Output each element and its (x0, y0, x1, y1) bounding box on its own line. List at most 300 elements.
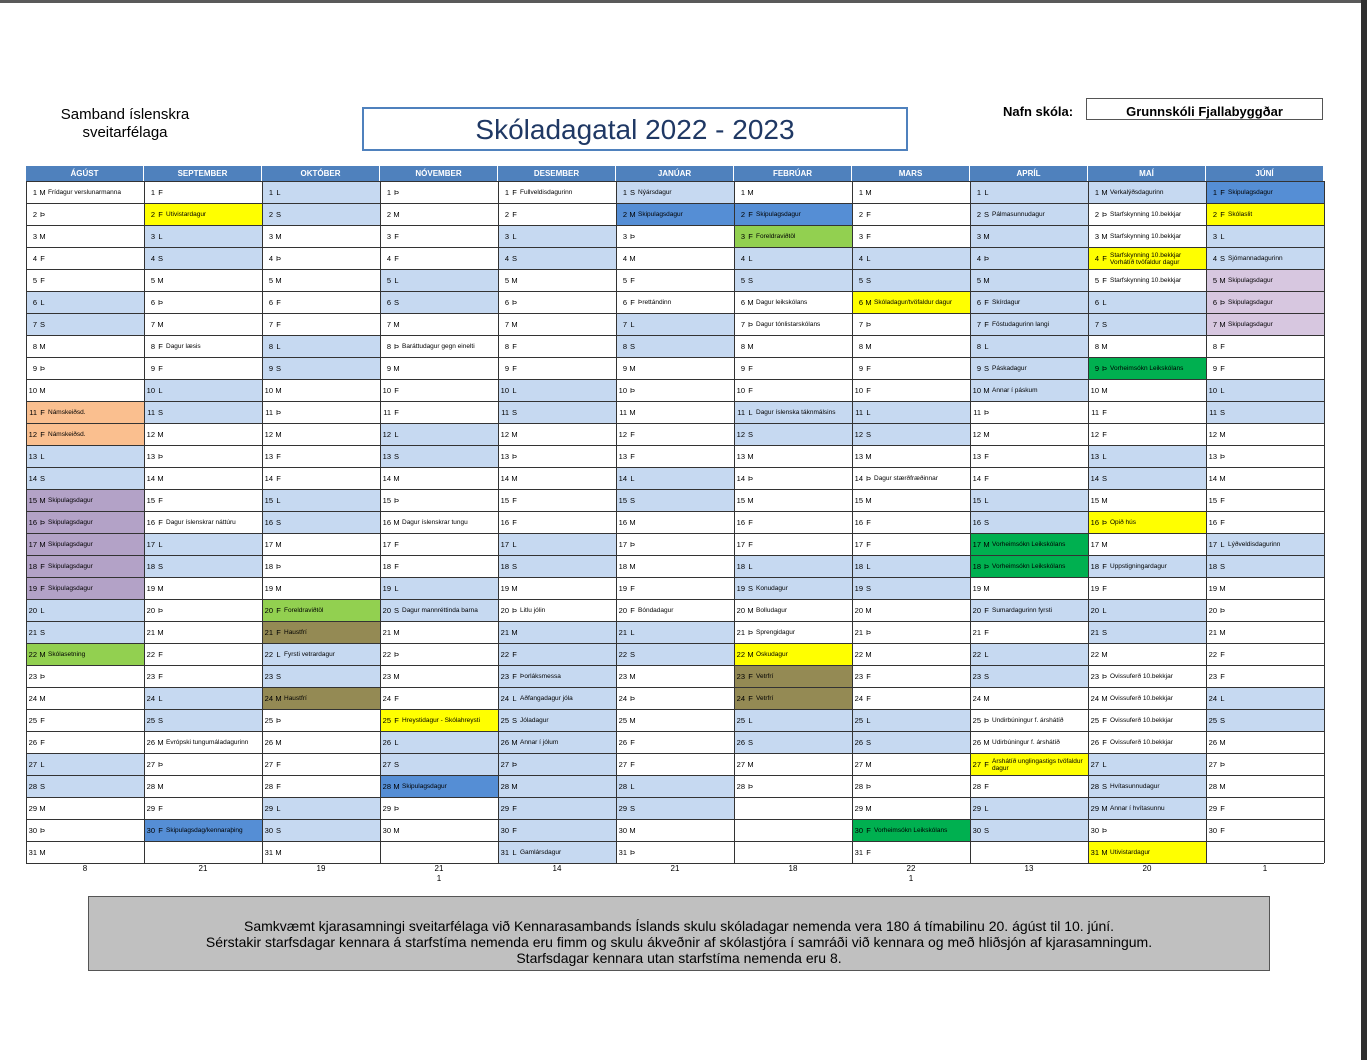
weekday-letter: S (157, 408, 163, 417)
weekday-letter: Þ (983, 562, 989, 571)
day-number: 20 (500, 606, 509, 615)
weekday-letter: F (866, 826, 871, 835)
day-number: 28 (146, 782, 155, 791)
day-cell (617, 775, 734, 797)
day-number: 6 (386, 298, 391, 307)
day-event: Skipulagsdagur (48, 585, 93, 592)
day-cell (735, 489, 852, 511)
day-cell (263, 401, 380, 423)
day-number: 4 (1094, 254, 1099, 263)
day-number: 11 (737, 408, 745, 417)
weekday-letter: L (748, 716, 753, 725)
day-cell (617, 577, 734, 599)
weekday-letter: Þ (1101, 210, 1107, 219)
day-number: 7 (1212, 320, 1217, 329)
day-number: 29 (382, 804, 391, 813)
day-cell (499, 181, 616, 203)
day-cell (145, 423, 262, 445)
weekday-letter: S (393, 606, 399, 615)
day-number: 27 (972, 760, 981, 769)
day-number: 13 (382, 452, 391, 461)
day-number: 6 (740, 298, 745, 307)
day-number: 21 (618, 628, 627, 637)
day-event: Skipulagsdagur (48, 497, 93, 504)
weekday-letter: S (1101, 628, 1107, 637)
day-cell (499, 665, 616, 687)
day-event: Dagur stærðfræðinnar (874, 475, 938, 482)
day-number: 30 (1208, 826, 1217, 835)
day-event: Lýðveldisdagurinn (1228, 541, 1281, 548)
weekday-letter: S (275, 210, 281, 219)
day-number: 22 (28, 650, 37, 659)
day-number: 18 (618, 562, 627, 571)
day-cell (735, 665, 852, 687)
day-cell (735, 819, 852, 841)
weekday-letter: F (1220, 650, 1225, 659)
day-cell (381, 621, 498, 643)
day-cell (617, 313, 734, 335)
day-number: 26 (28, 738, 37, 747)
day-number: 20 (1090, 606, 1099, 615)
day-cell (381, 687, 498, 709)
weekday-letter: F (40, 562, 45, 571)
day-number: 23 (972, 672, 981, 681)
day-cell (971, 489, 1088, 511)
day-event: Hvítasunnudagur (1110, 783, 1160, 790)
day-cell (1089, 643, 1206, 665)
day-number: 7 (740, 320, 745, 329)
day-cell (27, 819, 144, 841)
day-number: 16 (28, 518, 37, 527)
day-number: 9 (386, 364, 391, 373)
weekday-letter: F (40, 254, 45, 263)
day-cell (263, 269, 380, 291)
weekday-letter: M (393, 320, 400, 329)
day-number: 17 (618, 540, 627, 549)
day-cell (735, 621, 852, 643)
weekday-letter: L (276, 342, 281, 351)
weekday-letter: F (866, 518, 871, 527)
day-number: 6 (858, 298, 863, 307)
day-number: 17 (972, 540, 981, 549)
weekday-letter: Þ (983, 716, 989, 725)
month-sub-total (616, 874, 734, 886)
day-cell (971, 357, 1088, 379)
day-cell (1207, 445, 1324, 467)
weekday-letter: M (1101, 650, 1108, 659)
day-number: 11 (619, 408, 627, 417)
weekday-letter: Þ (511, 606, 517, 615)
day-number: 27 (264, 760, 273, 769)
day-number: 3 (858, 232, 863, 241)
day-number: 15 (264, 496, 273, 505)
day-event: Skólasetning (48, 651, 86, 658)
weekday-letter: Þ (1219, 606, 1225, 615)
day-cell (145, 379, 262, 401)
day-number: 30 (618, 826, 627, 835)
day-number: 1 (622, 188, 627, 197)
weekday-letter: M (157, 738, 164, 747)
day-cell (263, 511, 380, 533)
day-cell (1089, 577, 1206, 599)
day-cell (853, 643, 970, 665)
weekday-letter: M (629, 716, 636, 725)
weekday-letter: M (865, 342, 872, 351)
day-number: 17 (500, 540, 509, 549)
day-cell (735, 401, 852, 423)
day-number: 3 (504, 232, 509, 241)
day-number: 14 (1090, 474, 1099, 483)
day-cell (971, 445, 1088, 467)
day-number: 6 (622, 298, 627, 307)
day-number: 30 (146, 826, 155, 835)
month-header: JANÚAR (616, 166, 734, 181)
day-number: 18 (972, 562, 981, 571)
weekday-letter: M (747, 452, 754, 461)
weekday-letter: F (630, 430, 635, 439)
day-cell (971, 313, 1088, 335)
month-column (263, 181, 381, 863)
day-number: 25 (618, 716, 627, 725)
day-event: Fyrsti vetrardagur (284, 651, 335, 658)
day-cell (27, 489, 144, 511)
weekday-letter: F (394, 254, 399, 263)
weekday-letter: F (1220, 518, 1225, 527)
day-event: Páskadagur (992, 365, 1027, 372)
day-cell (263, 357, 380, 379)
day-event: Dagur læsis (166, 343, 201, 350)
day-number: 16 (618, 518, 627, 527)
day-cell (27, 313, 144, 335)
weekday-letter: L (158, 694, 163, 703)
day-cell (381, 775, 498, 797)
day-cell (971, 555, 1088, 577)
weekday-letter: L (276, 804, 281, 813)
day-number: 3 (622, 232, 627, 241)
weekday-letter: S (39, 320, 45, 329)
month-total: 21 (434, 864, 444, 873)
month-total: 19 (316, 864, 326, 873)
weekday-letter: S (1219, 408, 1225, 417)
day-number: 16 (854, 518, 863, 527)
day-number: 22 (146, 650, 155, 659)
weekday-letter: L (40, 298, 45, 307)
weekday-letter: F (276, 628, 281, 637)
day-number: 23 (736, 672, 745, 681)
day-number: 3 (1094, 232, 1099, 241)
day-number: 14 (500, 474, 509, 483)
weekday-letter: M (747, 298, 754, 307)
day-event: Skipulagsdagur (1228, 299, 1273, 306)
day-number: 12 (972, 430, 981, 439)
day-cell (263, 467, 380, 489)
weekday-letter: L (984, 188, 989, 197)
weekday-letter: S (983, 826, 989, 835)
day-number: 11 (383, 408, 391, 417)
weekday-letter: Þ (393, 496, 399, 505)
day-number: 19 (146, 584, 155, 593)
day-number: 1 (268, 188, 273, 197)
day-cell (263, 819, 380, 841)
weekday-letter: L (630, 628, 635, 637)
weekday-letter: Þ (983, 254, 989, 263)
weekday-letter: F (1102, 584, 1107, 593)
day-cell (145, 313, 262, 335)
day-number: 3 (268, 232, 273, 241)
weekday-letter: M (747, 650, 754, 659)
day-number: 7 (504, 320, 509, 329)
day-cell (381, 203, 498, 225)
day-event: Annar í jólum (520, 739, 559, 746)
day-cell (1207, 731, 1324, 753)
day-number: 12 (618, 430, 627, 439)
weekday-letter: M (1101, 804, 1108, 813)
day-number: 18 (264, 562, 273, 571)
day-number: 25 (28, 716, 37, 725)
day-event: Óvissuferð 10.bekkjar (1110, 695, 1173, 702)
weekday-letter: F (866, 694, 871, 703)
day-event: Litlu jólin (520, 607, 546, 614)
month-header: SEPTEMBER (144, 166, 262, 181)
day-cell (381, 313, 498, 335)
day-number: 14 (146, 474, 155, 483)
day-cell (381, 577, 498, 599)
day-cell (853, 489, 970, 511)
weekday-letter: L (630, 474, 635, 483)
day-cell (145, 577, 262, 599)
day-number: 14 (618, 474, 627, 483)
day-number: 17 (854, 540, 863, 549)
day-cell (27, 335, 144, 357)
school-name-field[interactable]: Grunnskóli Fjallabyggðar (1086, 98, 1323, 120)
day-cell (27, 357, 144, 379)
day-cell (971, 379, 1088, 401)
weekday-letter: Þ (629, 540, 635, 549)
day-event: Dagur leikskólans (756, 299, 808, 306)
day-cell (853, 731, 970, 753)
day-cell (617, 533, 734, 555)
day-number: 13 (146, 452, 155, 461)
day-cell (853, 533, 970, 555)
day-event: Annar í hvítasunnu (1110, 805, 1165, 812)
day-number: 15 (618, 496, 627, 505)
day-number: 27 (618, 760, 627, 769)
day-cell (617, 731, 734, 753)
weekday-letter: M (629, 408, 636, 417)
day-event: Dagur mannréttinda barna (402, 607, 478, 614)
day-number: 13 (972, 452, 981, 461)
day-number: 21 (1090, 628, 1099, 637)
weekday-letter: S (865, 430, 871, 439)
weekday-letter: M (393, 210, 400, 219)
weekday-letter: M (39, 496, 46, 505)
day-cell (27, 423, 144, 445)
weekday-letter: M (629, 672, 636, 681)
day-number: 10 (854, 386, 863, 395)
day-cell (1089, 753, 1206, 775)
weekday-letter: S (393, 452, 399, 461)
weekday-letter: Þ (983, 408, 989, 417)
day-cell (499, 203, 616, 225)
day-number: 2 (622, 210, 627, 219)
day-cell (1207, 269, 1324, 291)
weekday-letter: F (394, 386, 399, 395)
weekday-letter: S (629, 496, 635, 505)
day-number: 18 (146, 562, 155, 571)
weekday-letter: S (865, 276, 871, 285)
day-number: 6 (150, 298, 155, 307)
day-cell (617, 357, 734, 379)
day-cell (499, 577, 616, 599)
day-number: 31 (618, 848, 627, 857)
month-total: 21 (198, 864, 208, 873)
day-cell (145, 841, 262, 863)
weekday-letter: M (393, 474, 400, 483)
weekday-letter: M (275, 848, 282, 857)
day-cell (145, 445, 262, 467)
day-cell (1089, 709, 1206, 731)
day-number: 25 (972, 716, 981, 725)
weekday-letter: F (630, 760, 635, 769)
day-number: 5 (504, 276, 509, 285)
day-cell (735, 731, 852, 753)
day-number: 11 (501, 408, 509, 417)
day-cell (499, 511, 616, 533)
day-cell (145, 247, 262, 269)
day-cell (971, 269, 1088, 291)
day-cell (499, 775, 616, 797)
weekday-letter: Þ (393, 342, 399, 351)
month-column (1089, 181, 1207, 863)
day-number: 27 (500, 760, 509, 769)
day-cell (1207, 247, 1324, 269)
day-number: 2 (504, 210, 509, 219)
day-cell (263, 225, 380, 247)
day-cell (735, 687, 852, 709)
weekday-letter: S (511, 408, 517, 417)
weekday-letter: F (276, 320, 281, 329)
day-number: 7 (268, 320, 273, 329)
weekday-letter: F (40, 584, 45, 593)
day-cell (27, 445, 144, 467)
day-cell (381, 665, 498, 687)
day-number: 26 (382, 738, 391, 747)
day-cell (145, 687, 262, 709)
day-number: 8 (1094, 342, 1099, 351)
weekday-letter: Þ (1101, 826, 1107, 835)
day-cell (499, 533, 616, 555)
weekday-letter: Þ (1101, 364, 1107, 373)
day-cell (381, 225, 498, 247)
day-number: 8 (504, 342, 509, 351)
day-cell (499, 687, 616, 709)
day-cell (617, 687, 734, 709)
day-number: 21 (972, 628, 981, 637)
day-number: 9 (1094, 364, 1099, 373)
day-event: Skipulagsdagur (756, 211, 801, 218)
weekday-letter: S (1219, 562, 1225, 571)
day-number: 31 (1090, 848, 1099, 857)
weekday-letter: M (511, 430, 518, 439)
day-number: 9 (740, 364, 745, 373)
day-event: Uppstigningardagur (1110, 563, 1167, 570)
day-number: 31 (28, 848, 37, 857)
day-number: 2 (268, 210, 273, 219)
day-cell (145, 599, 262, 621)
day-number: 16 (146, 518, 155, 527)
day-cell (971, 775, 1088, 797)
day-cell (381, 731, 498, 753)
day-cell (1089, 269, 1206, 291)
day-number: 10 (146, 386, 155, 395)
day-cell (1207, 665, 1324, 687)
day-cell (263, 555, 380, 577)
weekday-letter: F (1220, 210, 1225, 219)
day-number: 11 (147, 408, 155, 417)
weekday-letter: M (393, 672, 400, 681)
day-number: 16 (972, 518, 981, 527)
weekday-letter: F (512, 496, 517, 505)
day-cell (971, 401, 1088, 423)
day-number: 7 (150, 320, 155, 329)
day-number: 19 (264, 584, 273, 593)
day-number: 10 (500, 386, 509, 395)
day-event: Námskeiðsd. (48, 409, 86, 416)
day-number: 1 (740, 188, 745, 197)
day-cell (735, 379, 852, 401)
weekday-letter: F (40, 408, 45, 417)
month-header: MAÍ (1088, 166, 1206, 181)
day-number: 20 (736, 606, 745, 615)
day-number: 26 (146, 738, 155, 747)
weekday-letter: Þ (511, 298, 517, 307)
day-cell (853, 379, 970, 401)
month-header: DESEMBER (498, 166, 616, 181)
day-cell (853, 335, 970, 357)
weekday-letter: F (158, 364, 163, 373)
day-number: 25 (736, 716, 745, 725)
weekday-letter: F (748, 210, 753, 219)
day-cell (1207, 621, 1324, 643)
day-number: 29 (972, 804, 981, 813)
weekday-letter: L (1102, 452, 1107, 461)
day-number: 29 (500, 804, 509, 813)
weekday-letter: S (275, 364, 281, 373)
day-cell (1207, 533, 1324, 555)
day-number: 22 (382, 650, 391, 659)
day-number: 4 (268, 254, 273, 263)
day-cell (735, 555, 852, 577)
day-number: 8 (150, 342, 155, 351)
day-number: 30 (382, 826, 391, 835)
day-cell (1089, 357, 1206, 379)
day-number: 12 (736, 430, 745, 439)
day-number: 9 (504, 364, 509, 373)
day-number: 13 (28, 452, 37, 461)
day-number: 10 (382, 386, 391, 395)
weekday-letter: F (1102, 408, 1107, 417)
month-header: FEBRÚAR (734, 166, 852, 181)
weekday-letter: Þ (511, 760, 517, 769)
weekday-letter: L (630, 782, 635, 791)
weekday-letter: S (393, 760, 399, 769)
weekday-letter: L (158, 386, 163, 395)
day-event: Vorheimsókn Leikskólans (992, 541, 1066, 548)
day-cell (145, 225, 262, 247)
month-column (27, 181, 145, 863)
weekday-letter: M (39, 848, 46, 857)
day-cell (617, 247, 734, 269)
